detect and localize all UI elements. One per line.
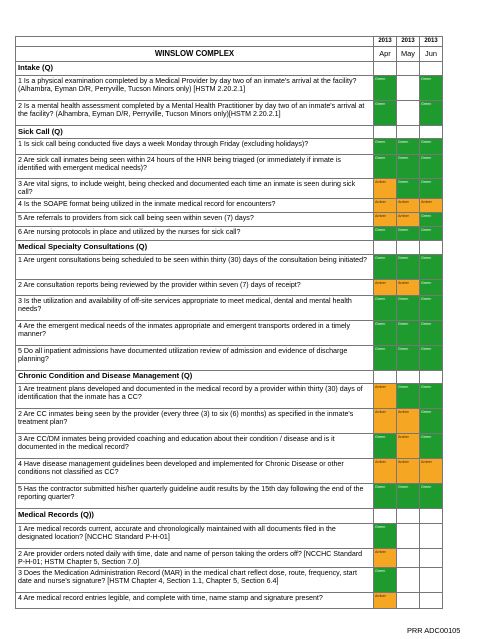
question-row <box>16 523 443 548</box>
status-cell-may: Green <box>397 320 420 345</box>
status-cell-may <box>397 76 420 101</box>
top-left-cell <box>16 37 374 47</box>
status-cell-jun: Green <box>420 383 443 408</box>
section-blank-cell <box>397 370 420 383</box>
question-text: 2 Are sick call inmates being seen within 24 hours of the HNR being triaged (or immediately if inmate is identified with emergent medical needs)? <box>16 155 374 179</box>
status-cell-apr: Amber <box>374 212 397 226</box>
section-blank-cell <box>420 370 443 383</box>
section-row <box>16 508 443 523</box>
question-row <box>16 383 443 408</box>
year-cell-may: 2013 <box>397 37 420 47</box>
year-cell-jun: 2013 <box>420 37 443 47</box>
status-cell-apr: Green <box>374 433 397 458</box>
section-blank-cell <box>374 370 397 383</box>
question-text: 1 Are treatment plans developed and documented in the medical record by a provider within thirty (30) days of identification that the inmate has a CC? <box>16 383 374 408</box>
section-blank-cell <box>420 508 443 523</box>
question-row <box>16 212 443 226</box>
section-blank-cell <box>374 62 397 76</box>
status-cell-apr: Green <box>374 483 397 508</box>
status-cell-may <box>397 523 420 548</box>
status-cell-apr: Green <box>374 254 397 279</box>
status-cell-apr: Green <box>374 568 397 593</box>
question-text: 2 Are provider orders noted daily with time, date and name of person taking the orders off? [NCCHC Standard P-H-01; HSTM Chapter 5, Section 7.0] <box>16 548 374 568</box>
status-cell-jun: Green <box>420 101 443 126</box>
section-blank-cell <box>374 126 397 139</box>
section-blank-cell <box>374 508 397 523</box>
status-cell-jun: Green <box>420 295 443 320</box>
question-row <box>16 295 443 320</box>
status-cell-apr: Amber <box>374 179 397 199</box>
question-text: 2 Are CC inmates being seen by the provider (every three (3) to six (6) months) as specified in the inmate's treatment plan? <box>16 408 374 433</box>
question-text: 1 Is sick call being conducted five days a week Monday through Friday (excluding holidays)? <box>16 139 374 155</box>
question-row <box>16 279 443 295</box>
question-text: 3 Are vital signs, to include weight, being checked and documented each time an inmate is seen during sick call? <box>16 179 374 199</box>
status-cell-may: Green <box>397 179 420 199</box>
status-cell-may: Green <box>397 295 420 320</box>
status-cell-jun: Green <box>420 139 443 155</box>
question-text: 4 Is the SOAPE format being utilized in the inmate medical record for encounters? <box>16 198 374 212</box>
question-row <box>16 458 443 483</box>
question-text: 5 Do all inpatient admissions have documented utilization review of admission and evidence of discharge planning? <box>16 345 374 370</box>
section-title: Medical Records (Q)) <box>16 508 374 523</box>
page-footer-id: PRR ADC00105 <box>407 626 461 635</box>
question-row <box>16 433 443 458</box>
title-row <box>16 47 443 62</box>
question-text: 3 Does the Medication Administration Record (MAR) in the medical chart reflect dose, route, frequency, start date and nurse's signature? [HSTM Chapter 4, Section 1.1, Chapter 5, Section 6.4] <box>16 568 374 593</box>
section-row <box>16 62 443 76</box>
question-row <box>16 226 443 240</box>
question-row <box>16 76 443 101</box>
compliance-table-body <box>16 37 443 609</box>
section-blank-cell <box>420 240 443 254</box>
section-blank-cell <box>420 126 443 139</box>
status-cell-jun: Green <box>420 254 443 279</box>
section-row <box>16 126 443 139</box>
status-cell-apr: Amber <box>374 383 397 408</box>
complex-title: WINSLOW COMPLEX <box>16 47 374 62</box>
question-row <box>16 254 443 279</box>
status-cell-jun: Green <box>420 408 443 433</box>
status-cell-may <box>397 101 420 126</box>
question-text: 2 Are consultation reports being reviewed by the provider within seven (7) days of receipt? <box>16 279 374 295</box>
question-row <box>16 593 443 609</box>
section-blank-cell <box>374 240 397 254</box>
section-title: Intake (Q) <box>16 62 374 76</box>
status-cell-may: Green <box>397 345 420 370</box>
status-cell-apr: Green <box>374 320 397 345</box>
status-cell-jun: Green <box>420 345 443 370</box>
question-text: 6 Are nursing protocols in place and utilized by the nurses for sick call? <box>16 226 374 240</box>
status-cell-may <box>397 568 420 593</box>
status-cell-may: Green <box>397 226 420 240</box>
status-cell-jun: Green <box>420 433 443 458</box>
status-cell-jun: Green <box>420 155 443 179</box>
status-cell-apr: Green <box>374 226 397 240</box>
status-cell-jun: Green <box>420 212 443 226</box>
question-text: 4 Are the emergent medical needs of the inmates appropriate and emergent transports ordered in a timely manner? <box>16 320 374 345</box>
status-cell-jun <box>420 523 443 548</box>
status-cell-apr: Amber <box>374 548 397 568</box>
question-row <box>16 548 443 568</box>
question-row <box>16 179 443 199</box>
status-cell-may <box>397 593 420 609</box>
status-cell-may: Amber <box>397 279 420 295</box>
section-blank-cell <box>397 240 420 254</box>
section-blank-cell <box>420 62 443 76</box>
status-cell-apr: Amber <box>374 408 397 433</box>
status-cell-may: Green <box>397 139 420 155</box>
question-text: 1 Are medical records current, accurate and chronologically maintained with all documents filed in the designated location? [NCCHC Standard P-H-01] <box>16 523 374 548</box>
status-cell-may: Green <box>397 155 420 179</box>
status-cell-may: Amber <box>397 212 420 226</box>
section-row <box>16 370 443 383</box>
section-row <box>16 240 443 254</box>
status-cell-apr: Green <box>374 76 397 101</box>
status-cell-may <box>397 548 420 568</box>
month-cell-may: May <box>397 47 420 62</box>
status-cell-apr: Amber <box>374 458 397 483</box>
question-text: 3 Are CC/DM inmates being provided coaching and education about their condition / disease and is it documented in the medical record? <box>16 433 374 458</box>
status-cell-apr: Green <box>374 139 397 155</box>
section-blank-cell <box>397 62 420 76</box>
status-cell-may: Green <box>397 483 420 508</box>
compliance-table <box>15 36 443 609</box>
status-cell-jun <box>420 548 443 568</box>
question-text: 1 Is a physical examination completed by a Medical Provider by day two of an inmate's arrival at the facility? (Alhambra, Eyman D/R, Perryville, Tucson Minors only) [HSTM 2.20.2.1] <box>16 76 374 101</box>
question-row <box>16 483 443 508</box>
month-cell-jun: Jun <box>420 47 443 62</box>
status-cell-apr: Green <box>374 523 397 548</box>
status-cell-jun: Amber <box>420 198 443 212</box>
status-cell-jun <box>420 593 443 609</box>
status-cell-jun: Green <box>420 320 443 345</box>
status-cell-may: Green <box>397 254 420 279</box>
status-cell-jun: Amber <box>420 458 443 483</box>
question-row <box>16 198 443 212</box>
status-cell-may: Amber <box>397 198 420 212</box>
status-cell-may: Amber <box>397 458 420 483</box>
question-text: 5 Has the contractor submitted his/her quarterly guideline audit results by the 15th day following the end of the reporting quarter? <box>16 483 374 508</box>
status-cell-jun: Green <box>420 279 443 295</box>
status-cell-jun: Green <box>420 226 443 240</box>
status-cell-may: Amber <box>397 408 420 433</box>
month-cell-apr: Apr <box>374 47 397 62</box>
status-cell-apr: Green <box>374 155 397 179</box>
question-row <box>16 101 443 126</box>
section-blank-cell <box>397 508 420 523</box>
status-cell-jun: Green <box>420 179 443 199</box>
status-cell-apr: Amber <box>374 198 397 212</box>
status-cell-may: Green <box>397 383 420 408</box>
status-cell-apr: Amber <box>374 279 397 295</box>
question-text: 4 Are medical record entries legible, and complete with time, name stamp and signature present? <box>16 593 374 609</box>
year-cell-apr: 2013 <box>374 37 397 47</box>
section-title: Medical Specialty Consultations (Q) <box>16 240 374 254</box>
question-text: 2 Is a mental health assessment completed by a Mental Health Practitioner by day two of an inmate's arrival at the facility? (Alhambra, Eyman D/R, Perryville, Tucson Minors only)[HSTM 2.20.2.1] <box>16 101 374 126</box>
question-text: 4 Have disease management guidelines been developed and implemented for Chronic Disease or other conditions not classified as CC? <box>16 458 374 483</box>
question-row <box>16 155 443 179</box>
question-row <box>16 345 443 370</box>
question-row <box>16 408 443 433</box>
section-blank-cell <box>397 126 420 139</box>
year-row <box>16 37 443 47</box>
status-cell-jun: Green <box>420 483 443 508</box>
question-row <box>16 139 443 155</box>
status-cell-apr: Green <box>374 295 397 320</box>
section-title: Chronic Condition and Disease Management (Q) <box>16 370 374 383</box>
status-cell-jun: Green <box>420 76 443 101</box>
question-text: 5 Are referrals to providers from sick call being seen within seven (7) days? <box>16 212 374 226</box>
status-cell-jun <box>420 568 443 593</box>
status-cell-apr: Amber <box>374 593 397 609</box>
question-row <box>16 568 443 593</box>
question-row <box>16 320 443 345</box>
status-cell-apr: Green <box>374 345 397 370</box>
status-cell-apr: Green <box>374 101 397 126</box>
question-text: 3 Is the utilization and availability of off-site services appropriate to meet medical, dental and mental health needs? <box>16 295 374 320</box>
question-text: 1 Are urgent consultations being scheduled to be seen within thirty (30) days of the consultation being initiated? <box>16 254 374 279</box>
section-title: Sick Call (Q) <box>16 126 374 139</box>
status-cell-may: Amber <box>397 433 420 458</box>
